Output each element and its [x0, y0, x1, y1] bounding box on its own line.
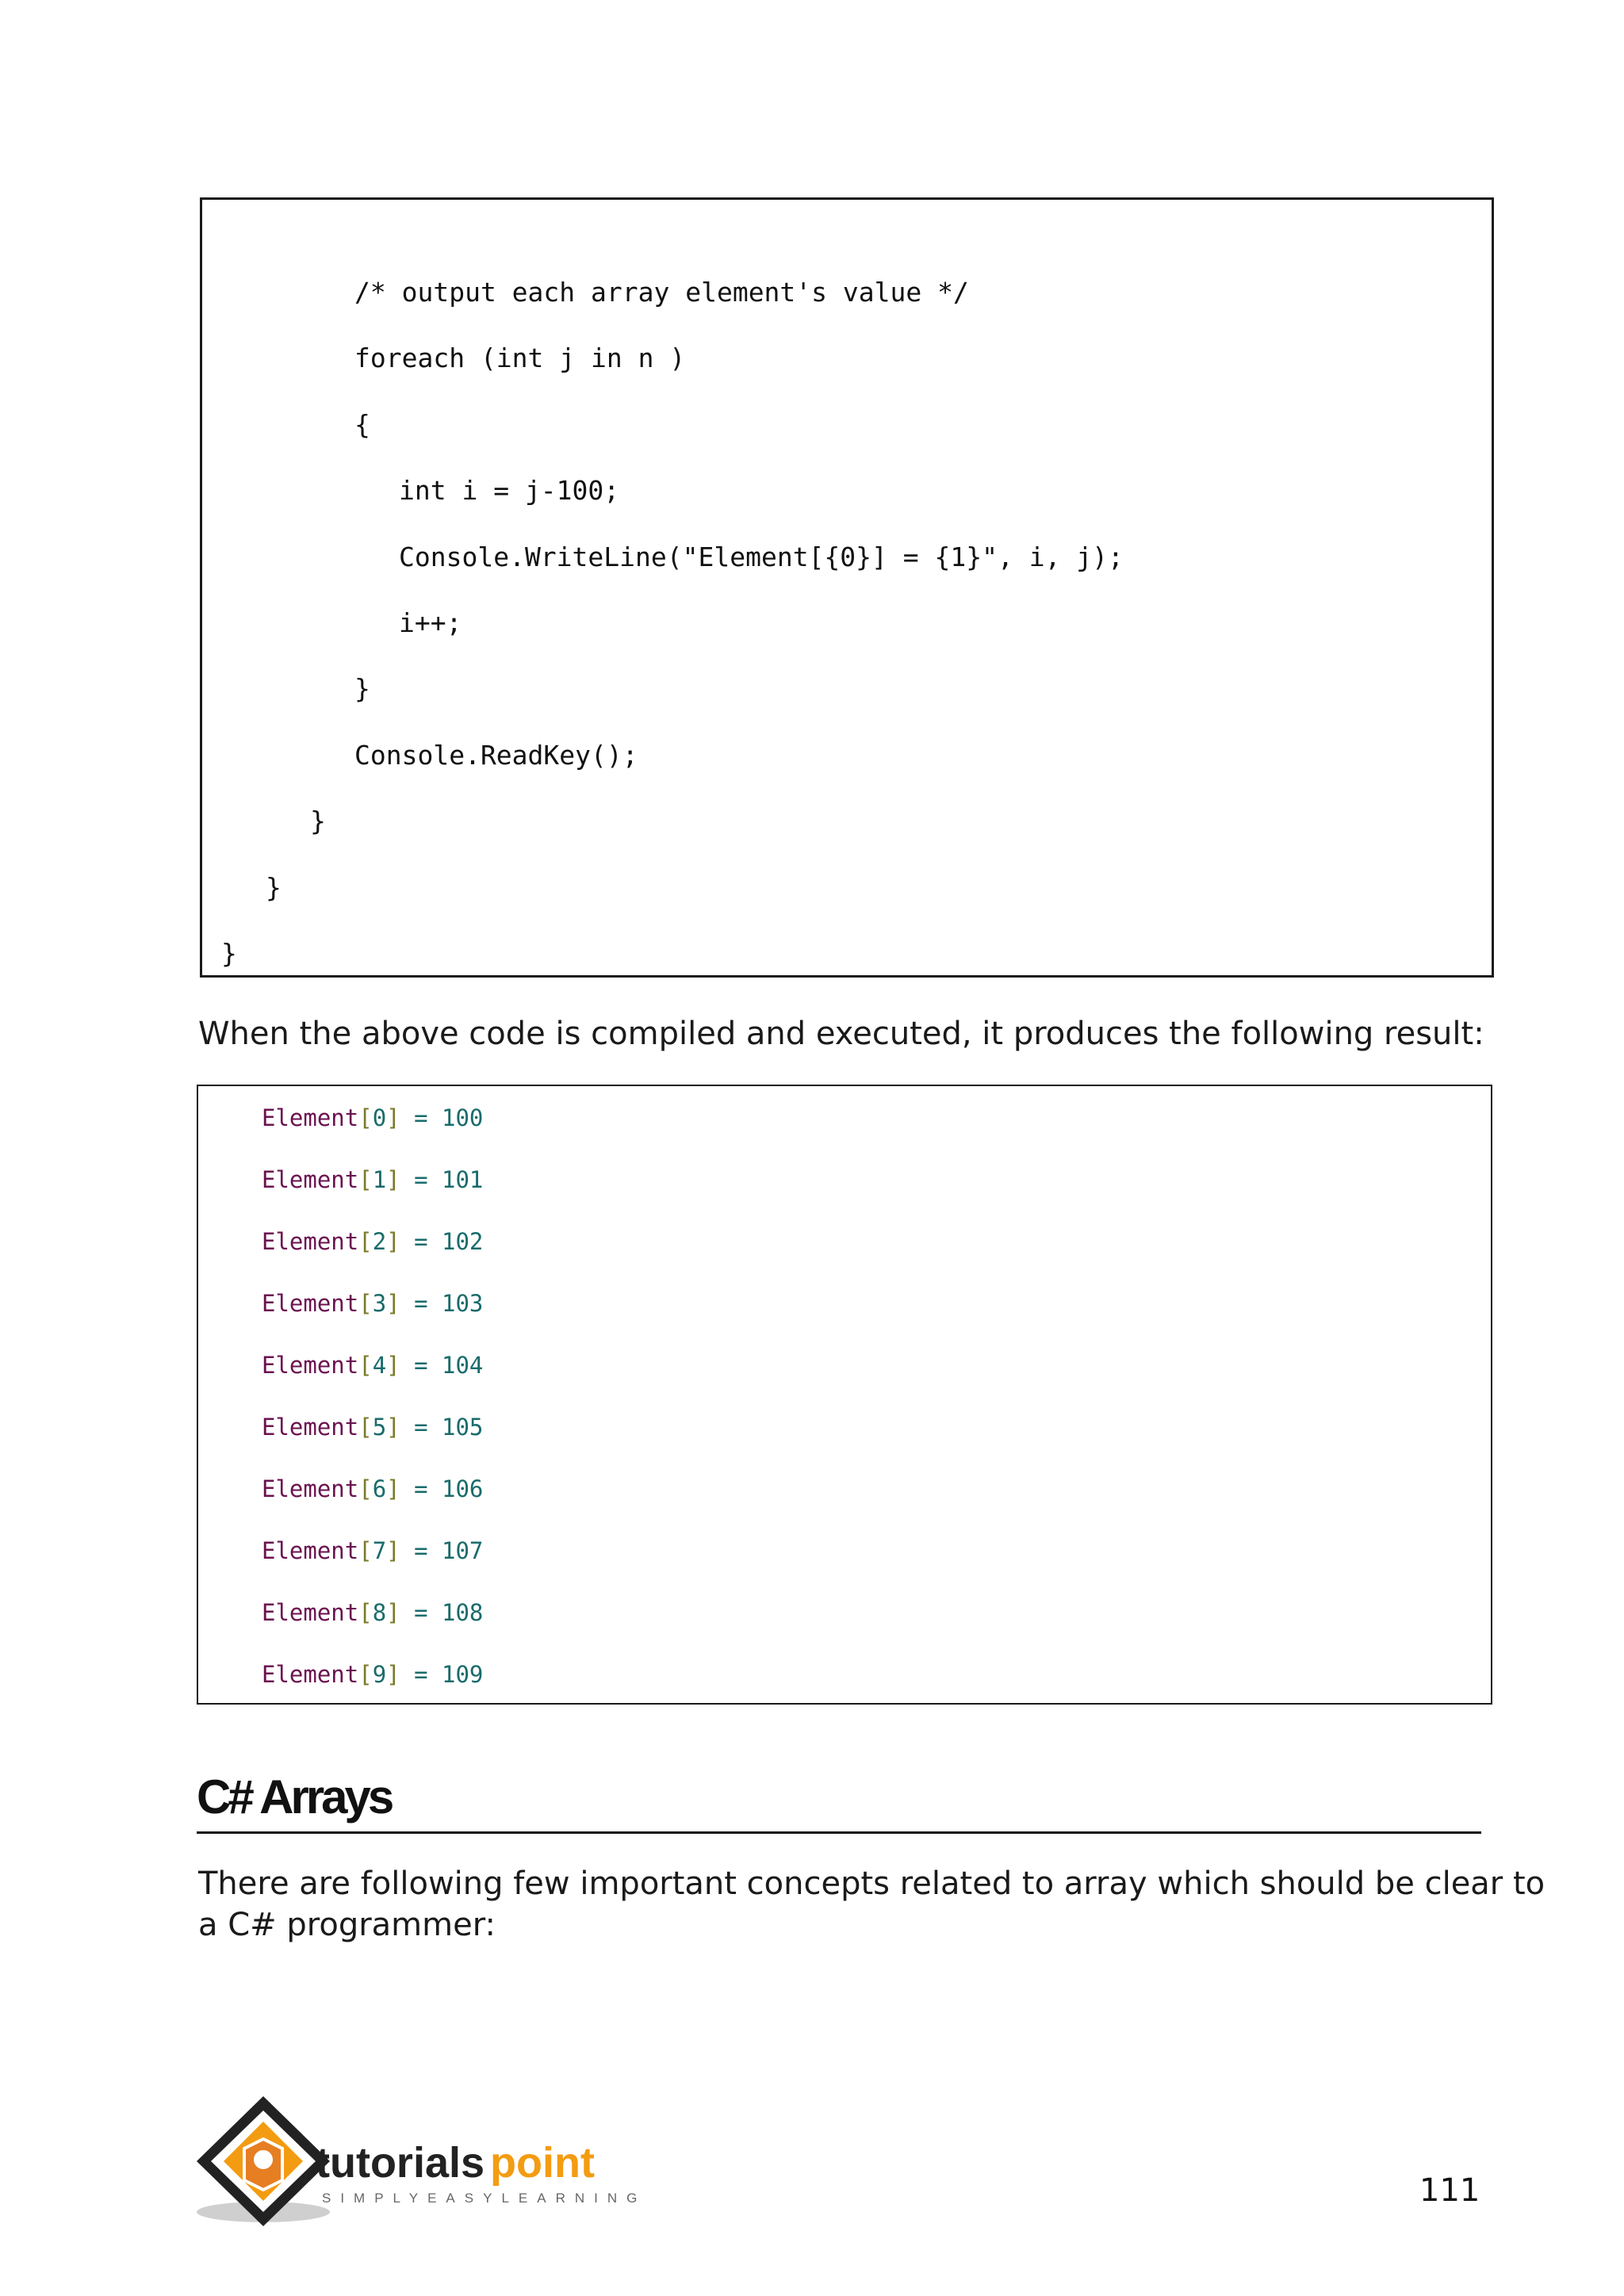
- output-line: [262, 1598, 483, 1627]
- element-name: Element: [262, 1228, 359, 1255]
- output-punctuation: [: [358, 1537, 373, 1564]
- element-index: 2: [372, 1228, 387, 1255]
- code-line: }: [266, 872, 282, 903]
- output-punctuation: =: [400, 1352, 442, 1379]
- output-punctuation: ]: [386, 1228, 400, 1255]
- output-punctuation: [: [358, 1661, 373, 1688]
- code-line: Console.ReadKey();: [354, 740, 638, 771]
- intro-paragraph: When the above code is compiled and executed, it produces the following result:: [198, 1016, 1484, 1052]
- output-line: [262, 1413, 483, 1441]
- output-punctuation: =: [400, 1104, 442, 1131]
- element-name: Element: [262, 1661, 359, 1688]
- output-punctuation: =: [400, 1537, 442, 1564]
- output-punctuation: ]: [386, 1166, 400, 1193]
- element-index: 1: [372, 1166, 387, 1193]
- logo-icon: [195, 2093, 655, 2228]
- output-line: [262, 1227, 483, 1256]
- tutorialspoint-logo: [195, 2093, 655, 2228]
- element-value: 105: [442, 1414, 484, 1441]
- element-name: Element: [262, 1599, 359, 1626]
- logo-tagline: SIMPLYEASYLEARNING: [322, 2191, 647, 2206]
- code-line: int i = j-100;: [399, 475, 620, 506]
- output-punctuation: [: [358, 1228, 373, 1255]
- element-value: 102: [442, 1228, 484, 1255]
- element-value: 107: [442, 1537, 484, 1564]
- output-punctuation: =: [400, 1661, 442, 1688]
- page-number: 111: [1419, 2172, 1480, 2209]
- code-line: }: [310, 806, 326, 836]
- element-name: Element: [262, 1290, 359, 1317]
- output-punctuation: =: [400, 1228, 442, 1255]
- element-value: 101: [442, 1166, 484, 1193]
- output-line: [262, 1475, 483, 1503]
- output-punctuation: =: [400, 1475, 442, 1502]
- element-index: 7: [372, 1537, 387, 1564]
- output-punctuation: =: [400, 1166, 442, 1193]
- element-name: Element: [262, 1414, 359, 1441]
- code-line: i++;: [399, 607, 462, 638]
- output-punctuation: [: [358, 1475, 373, 1502]
- element-index: 0: [372, 1104, 387, 1131]
- output-punctuation: ]: [386, 1290, 400, 1317]
- element-value: 108: [442, 1599, 484, 1626]
- output-line: [262, 1536, 483, 1565]
- code-line: {: [354, 409, 370, 440]
- code-line: /* output each array element's value */: [354, 277, 969, 308]
- logo-wordmark-1: tutorials: [316, 2139, 485, 2187]
- element-index: 8: [372, 1599, 387, 1626]
- output-punctuation: [: [358, 1414, 373, 1441]
- output-punctuation: =: [400, 1599, 442, 1626]
- element-index: 3: [372, 1290, 387, 1317]
- output-punctuation: ]: [386, 1475, 400, 1502]
- element-index: 4: [372, 1352, 387, 1379]
- output-punctuation: ]: [386, 1599, 400, 1626]
- element-name: Element: [262, 1104, 359, 1131]
- output-punctuation: [: [358, 1352, 373, 1379]
- code-line: foreach (int j in n ): [354, 342, 686, 373]
- output-punctuation: [: [358, 1599, 373, 1626]
- code-listing: [200, 197, 1494, 978]
- output-line: [262, 1289, 483, 1318]
- output-punctuation: [: [358, 1166, 373, 1193]
- output-line: [262, 1351, 483, 1380]
- element-name: Element: [262, 1475, 359, 1502]
- output-punctuation: ]: [386, 1537, 400, 1564]
- output-punctuation: ]: [386, 1661, 400, 1688]
- element-name: Element: [262, 1166, 359, 1193]
- output-punctuation: ]: [386, 1414, 400, 1441]
- section-heading: C# Arrays: [197, 1770, 392, 1823]
- code-line: }: [354, 673, 370, 704]
- output-punctuation: [: [358, 1104, 373, 1131]
- element-value: 109: [442, 1661, 484, 1688]
- element-value: 103: [442, 1290, 484, 1317]
- program-output: [197, 1085, 1492, 1705]
- element-value: 100: [442, 1104, 484, 1131]
- section-body-line: a C# programmer:: [198, 1907, 496, 1943]
- output-line: [262, 1660, 483, 1689]
- output-punctuation: =: [400, 1414, 442, 1441]
- logo-wordmark-2: point: [490, 2139, 595, 2187]
- element-name: Element: [262, 1352, 359, 1379]
- section-body-line: There are following few important concepts related to array which should be clear to: [198, 1866, 1545, 1902]
- element-value: 104: [442, 1352, 484, 1379]
- element-value: 106: [442, 1475, 484, 1502]
- element-index: 5: [372, 1414, 387, 1441]
- output-punctuation: ]: [386, 1104, 400, 1131]
- element-name: Element: [262, 1537, 359, 1564]
- output-line: [262, 1165, 483, 1194]
- element-index: 6: [372, 1475, 387, 1502]
- output-line: [262, 1104, 483, 1132]
- output-punctuation: ]: [386, 1352, 400, 1379]
- heading-rule: [197, 1831, 1481, 1834]
- output-punctuation: =: [400, 1290, 442, 1317]
- element-index: 9: [372, 1661, 387, 1688]
- code-line: }: [221, 938, 237, 969]
- output-punctuation: [: [358, 1290, 373, 1317]
- code-line: Console.WriteLine("Element[{0}] = {1}", i, j);: [399, 541, 1124, 572]
